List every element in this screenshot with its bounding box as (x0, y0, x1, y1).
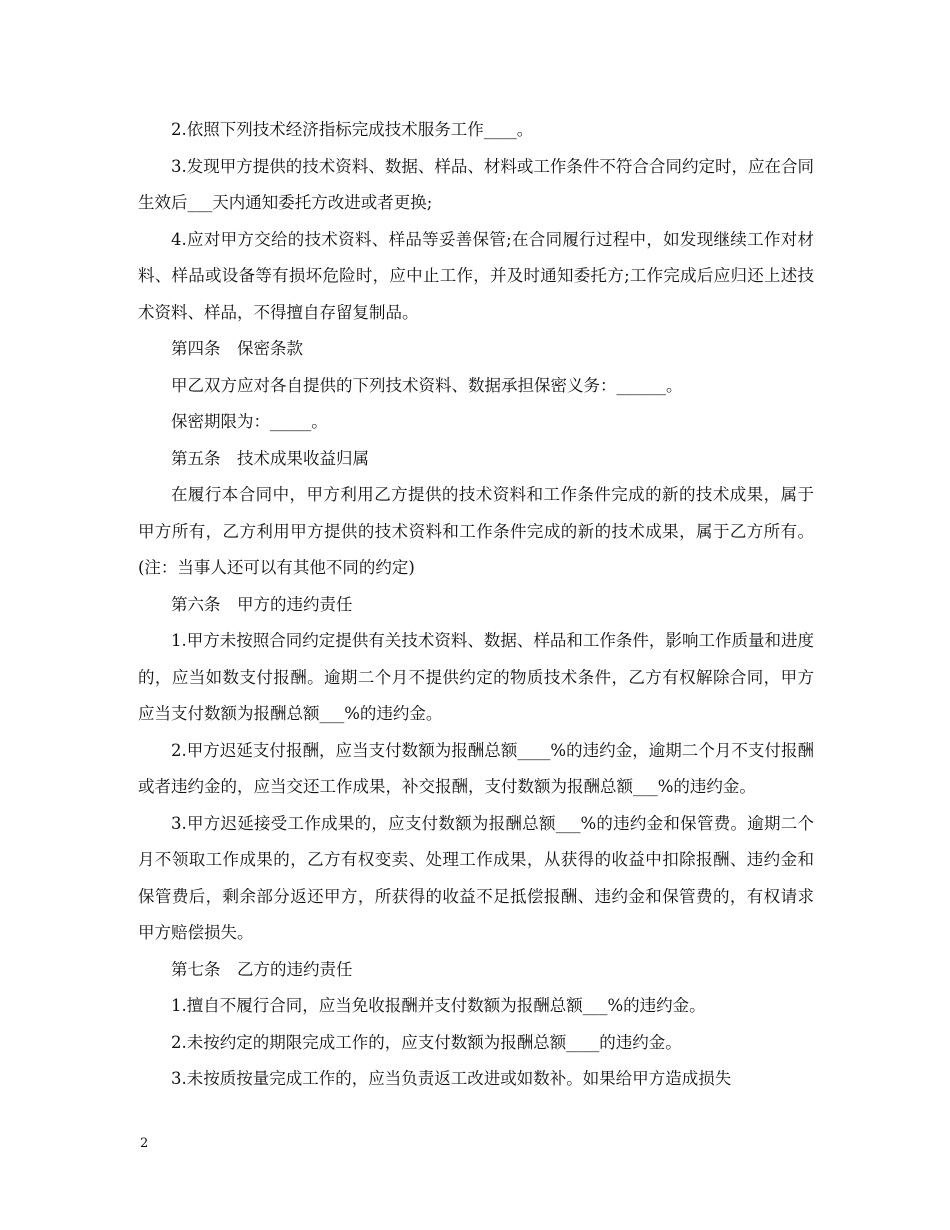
heading-article-7: 第七条 乙方的违约责任 (171, 959, 353, 979)
page-number: 2 (140, 1136, 149, 1151)
heading-article-6: 第六条 甲方的违约责任 (171, 594, 353, 614)
paragraph-clause-7-3: 3.未按质按量完成工作的，应当负责返工改进或如数补。如果给甲方造成损失 (171, 1069, 732, 1088)
paragraph-confidential-duty: 甲乙双方应对各自提供的下列技术资料、数据承担保密义务：______。 (171, 375, 683, 395)
paragraph-clause-3-4: 4.应对甲方交给的技术资料、样品等妥善保管;在合同履行过程中，如发现继续工作对材料、样品或设备等有损坏危险时，应中止工作，并及时通知委托方;工作完成后应归还上述技术资料、样品，不得擅自存留复制品。 (138, 229, 814, 322)
paragraph-clause-7-1: 1.擅自不履行合同，应当免收报酬并支付数额为报酬总额___%的违约金。 (171, 996, 706, 1015)
heading-article-5: 第五条 技术成果收益归属 (171, 448, 369, 468)
paragraph-clause-3-2: 2.依照下列技术经济指标完成技术服务工作____。 (171, 120, 534, 139)
paragraph-clause-7-2: 2.未按约定的期限完成工作的，应支付数额为报酬总额____的违约金。 (171, 1032, 682, 1052)
heading-article-4: 第四条 保密条款 (171, 339, 303, 358)
paragraph-clause-6-2: 2.甲方迟延支付报酬，应当支付数额为报酬总额____%的违约金，逾期二个月不支付报酬或者违约金的，应当交还工作成果，补交报酬，支付数额为报酬总额___%的违约金。 (138, 740, 814, 796)
document-body (138, 112, 814, 1098)
paragraph-results-ownership: 在履行本合同中，甲方利用乙方提供的技术资料和工作条件完成的新的技术成果，属于甲方所有，乙方利用甲方提供的技术资料和工作条件完成的新的技术成果，属于乙方所有。(注：当事人还可以有其他不同的约定) (138, 485, 814, 577)
paragraph-confidential-period: 保密期限为：_____。 (171, 412, 328, 431)
paragraph-clause-6-3: 3.甲方迟延接受工作成果的，应支付数额为报酬总额___%的违约金和保管费。逾期二个月不领取工作成果的，乙方有权变卖、处理工作成果，从获得的收益中扣除报酬、违约金和保管费后，剩余部分返还甲方，所获得的收益不足抵偿报酬、违约金和保管费的，有权请求甲方赔偿损失。 (138, 813, 814, 942)
paragraph-clause-3-3: 3.发现甲方提供的技术资料、数据、样品、材料或工作条件不符合合同约定时，应在合同生效后___天内通知委托方改进或者更换; (138, 156, 814, 212)
paragraph-clause-6-1: 1.甲方未按照合同约定提供有关技术资料、数据、样品和工作条件，影响工作质量和进度的，应当如数支付报酬。逾期二个月不提供约定的物质技术条件，乙方有权解除合同，甲方应当支付数额为报酬总额___%的违约金。 (138, 631, 814, 723)
